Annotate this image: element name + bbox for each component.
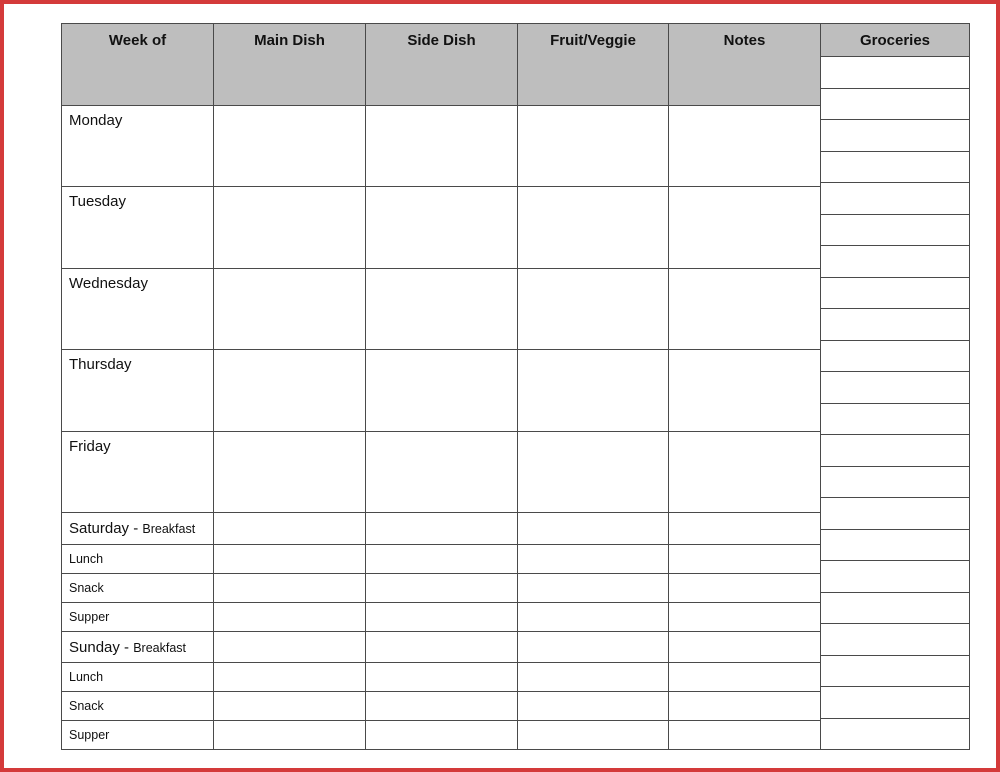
breakfast-label: Breakfast bbox=[142, 522, 196, 536]
grocery-line[interactable] bbox=[821, 372, 970, 404]
grocery-line[interactable] bbox=[821, 57, 970, 89]
header-week-of: Week of bbox=[62, 24, 214, 106]
grocery-line[interactable] bbox=[821, 183, 970, 215]
grocery-line[interactable] bbox=[821, 561, 970, 593]
meal-label-snack: Snack bbox=[62, 692, 214, 721]
notes-cell[interactable] bbox=[669, 632, 821, 663]
notes-cell[interactable] bbox=[669, 603, 821, 632]
table-row bbox=[62, 692, 821, 721]
sunday-label: Sunday bbox=[69, 639, 120, 656]
notes-cell[interactable] bbox=[669, 545, 821, 574]
main-dish-cell[interactable] bbox=[214, 269, 366, 350]
table-row bbox=[62, 513, 821, 545]
grocery-line[interactable] bbox=[821, 656, 970, 687]
notes-cell[interactable] bbox=[669, 663, 821, 692]
notes-cell[interactable] bbox=[669, 432, 821, 513]
grocery-line[interactable] bbox=[821, 341, 970, 372]
day-label-monday: Monday bbox=[62, 106, 214, 187]
grocery-line[interactable] bbox=[821, 89, 970, 120]
notes-cell[interactable] bbox=[669, 692, 821, 721]
grocery-line[interactable] bbox=[821, 246, 970, 278]
notes-cell[interactable] bbox=[669, 574, 821, 603]
fruit-veggie-cell[interactable] bbox=[518, 692, 669, 721]
day-label-wednesday: Wednesday bbox=[62, 269, 214, 350]
header-main-dish: Main Dish bbox=[214, 24, 366, 106]
main-dish-cell[interactable] bbox=[214, 632, 366, 663]
fruit-veggie-cell[interactable] bbox=[518, 603, 669, 632]
side-dish-cell[interactable] bbox=[366, 350, 518, 432]
day-label-tuesday: Tuesday bbox=[62, 187, 214, 269]
groceries-header-row bbox=[821, 24, 970, 57]
header-groceries: Groceries bbox=[821, 24, 970, 57]
grocery-line[interactable] bbox=[821, 120, 970, 152]
table-row bbox=[62, 350, 821, 432]
breakfast-label: Breakfast bbox=[133, 641, 187, 655]
table-row bbox=[62, 663, 821, 692]
main-dish-cell[interactable] bbox=[214, 350, 366, 432]
side-dish-cell[interactable] bbox=[366, 663, 518, 692]
grocery-line[interactable] bbox=[821, 530, 970, 561]
main-dish-cell[interactable] bbox=[214, 692, 366, 721]
saturday-label: Saturday bbox=[69, 520, 130, 537]
side-dish-cell[interactable] bbox=[366, 432, 518, 513]
side-dish-cell[interactable] bbox=[366, 269, 518, 350]
main-dish-cell[interactable] bbox=[214, 432, 366, 513]
sunday-breakfast-label bbox=[62, 632, 214, 663]
grocery-line[interactable] bbox=[821, 309, 970, 341]
fruit-veggie-cell[interactable] bbox=[518, 545, 669, 574]
side-dish-cell[interactable] bbox=[366, 513, 518, 545]
fruit-veggie-cell[interactable] bbox=[518, 513, 669, 545]
grocery-line[interactable] bbox=[821, 404, 970, 435]
meal-label-lunch: Lunch bbox=[62, 545, 214, 574]
table-row bbox=[62, 721, 821, 750]
meal-label-supper: Supper bbox=[62, 603, 214, 632]
fruit-veggie-cell[interactable] bbox=[518, 432, 669, 513]
side-dish-cell[interactable] bbox=[366, 632, 518, 663]
saturday-breakfast-label bbox=[62, 513, 214, 545]
meal-planner-table bbox=[61, 23, 821, 750]
main-dish-cell[interactable] bbox=[214, 663, 366, 692]
notes-cell[interactable] bbox=[669, 350, 821, 432]
notes-cell[interactable] bbox=[669, 187, 821, 269]
table-row bbox=[62, 603, 821, 632]
table-row bbox=[62, 574, 821, 603]
main-dish-cell[interactable] bbox=[214, 106, 366, 187]
table-row bbox=[62, 106, 821, 187]
notes-cell[interactable] bbox=[669, 269, 821, 350]
notes-cell[interactable] bbox=[669, 106, 821, 187]
header-fruit-veggie: Fruit/Veggie bbox=[518, 24, 669, 106]
main-dish-cell[interactable] bbox=[214, 603, 366, 632]
separator: - bbox=[119, 639, 134, 656]
side-dish-cell[interactable] bbox=[366, 692, 518, 721]
meal-label-snack: Snack bbox=[62, 574, 214, 603]
fruit-veggie-cell[interactable] bbox=[518, 269, 669, 350]
separator: - bbox=[129, 520, 143, 537]
grocery-line[interactable] bbox=[821, 498, 970, 530]
fruit-veggie-cell[interactable] bbox=[518, 663, 669, 692]
grocery-line[interactable] bbox=[821, 624, 970, 656]
side-dish-cell[interactable] bbox=[366, 721, 518, 750]
header-row bbox=[62, 24, 821, 106]
table-row bbox=[62, 545, 821, 574]
table-row bbox=[62, 432, 821, 513]
day-label-friday: Friday bbox=[62, 432, 214, 513]
fruit-veggie-cell[interactable] bbox=[518, 106, 669, 187]
main-dish-cell[interactable] bbox=[214, 574, 366, 603]
fruit-veggie-cell[interactable] bbox=[518, 187, 669, 269]
main-dish-cell[interactable] bbox=[214, 721, 366, 750]
meal-label-supper: Supper bbox=[62, 721, 214, 750]
grocery-line[interactable] bbox=[821, 719, 970, 750]
main-dish-cell[interactable] bbox=[214, 513, 366, 545]
table-row bbox=[62, 269, 821, 350]
grocery-line[interactable] bbox=[821, 435, 970, 467]
grocery-line[interactable] bbox=[821, 593, 970, 624]
day-label-thursday: Thursday bbox=[62, 350, 214, 432]
main-dish-cell[interactable] bbox=[214, 187, 366, 269]
meal-label-lunch: Lunch bbox=[62, 663, 214, 692]
side-dish-cell[interactable] bbox=[366, 545, 518, 574]
table-row bbox=[62, 187, 821, 269]
table-row bbox=[62, 632, 821, 663]
grocery-line[interactable] bbox=[821, 467, 970, 498]
header-side-dish: Side Dish bbox=[366, 24, 518, 106]
fruit-veggie-cell[interactable] bbox=[518, 350, 669, 432]
fruit-veggie-cell[interactable] bbox=[518, 632, 669, 663]
grocery-line[interactable] bbox=[821, 278, 970, 309]
groceries-list bbox=[820, 23, 970, 750]
grocery-line[interactable] bbox=[821, 215, 970, 246]
grocery-line[interactable] bbox=[821, 152, 970, 183]
header-notes: Notes bbox=[669, 24, 821, 106]
fruit-veggie-cell[interactable] bbox=[518, 721, 669, 750]
notes-cell[interactable] bbox=[669, 513, 821, 545]
main-dish-cell[interactable] bbox=[214, 545, 366, 574]
grocery-line[interactable] bbox=[821, 687, 970, 719]
side-dish-cell[interactable] bbox=[366, 187, 518, 269]
side-dish-cell[interactable] bbox=[366, 603, 518, 632]
side-dish-cell[interactable] bbox=[366, 574, 518, 603]
notes-cell[interactable] bbox=[669, 721, 821, 750]
side-dish-cell[interactable] bbox=[366, 106, 518, 187]
fruit-veggie-cell[interactable] bbox=[518, 574, 669, 603]
